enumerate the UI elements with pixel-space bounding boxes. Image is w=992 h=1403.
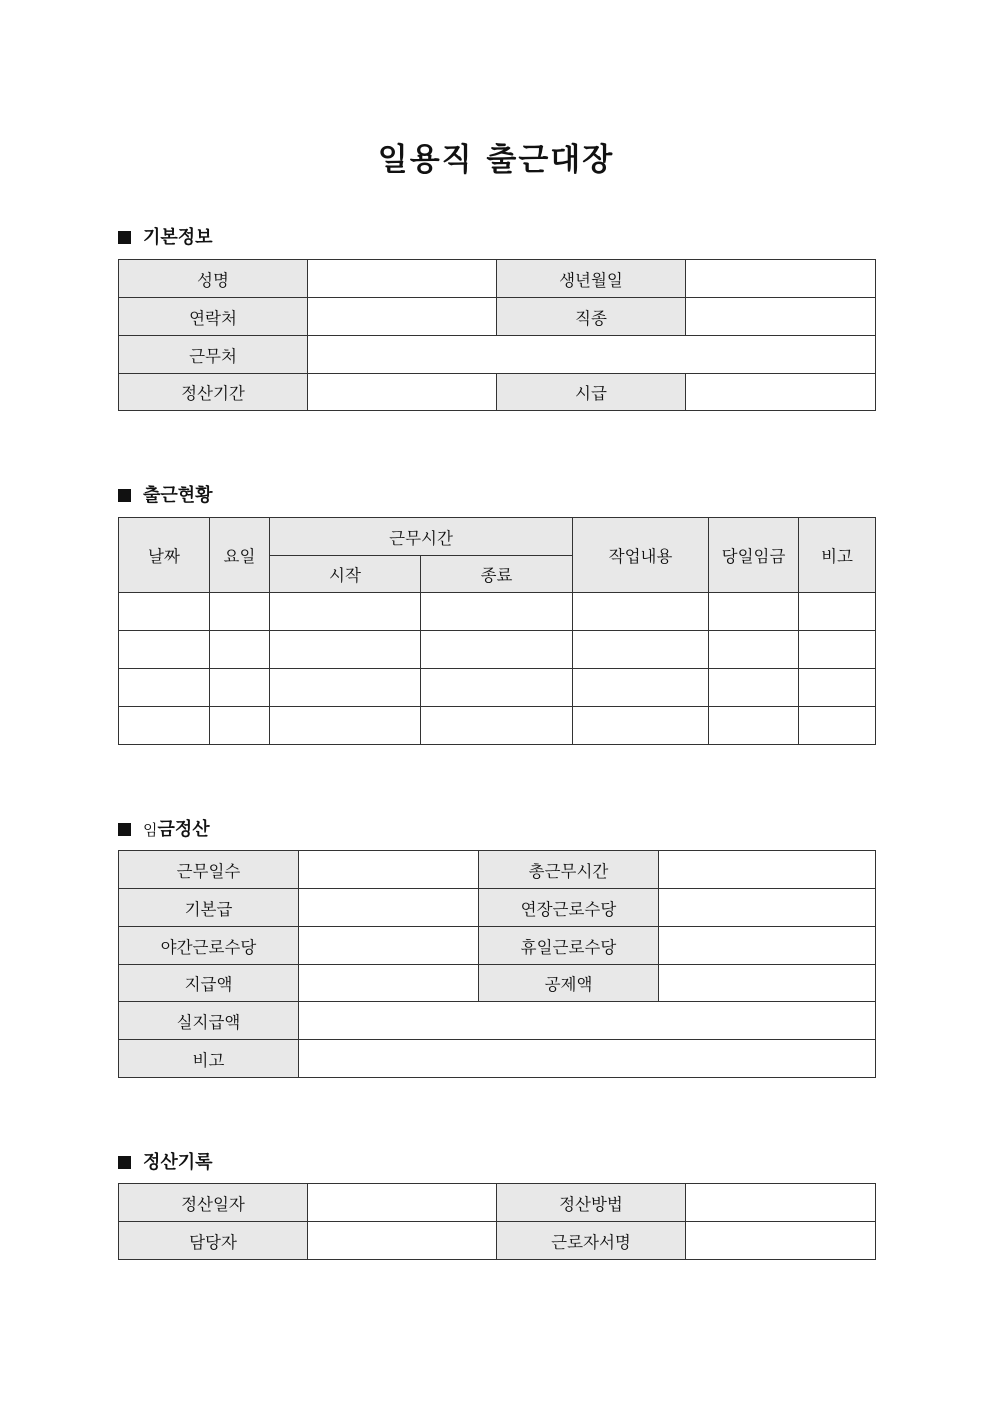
- square-bullet-icon: [118, 1156, 131, 1169]
- wage-label: 시급: [497, 374, 686, 411]
- col-header-day: 요일: [210, 518, 270, 593]
- workplace-label: 근무처: [119, 336, 308, 374]
- birth-field[interactable]: [686, 260, 876, 298]
- section-heading-attendance: [118, 481, 213, 507]
- note-field[interactable]: [299, 1040, 876, 1078]
- day-cell[interactable]: [210, 707, 270, 745]
- wage-field[interactable]: [686, 374, 876, 411]
- settlement-method-field[interactable]: [686, 1184, 876, 1222]
- note-label: 비고: [119, 1040, 299, 1078]
- page-title: 일용직 출근대장: [377, 142, 615, 178]
- start-cell[interactable]: [270, 631, 421, 669]
- task-cell[interactable]: [573, 631, 709, 669]
- settlement-date-label: 정산일자: [119, 1184, 308, 1222]
- name-label: 성명: [119, 260, 308, 298]
- end-cell[interactable]: [421, 707, 573, 745]
- section-title: 기본정보: [143, 227, 213, 248]
- basic-info-table: [118, 259, 876, 411]
- note-cell[interactable]: [799, 593, 876, 631]
- section-heading-basic-info: [118, 223, 213, 249]
- settlement-date-field[interactable]: [308, 1184, 497, 1222]
- section-heading-settlement: [118, 815, 210, 841]
- workdays-label: 근무일수: [119, 851, 299, 889]
- table-row: [119, 631, 876, 669]
- col-header-worktime: 근무시간: [270, 518, 573, 556]
- record-table: [118, 1183, 876, 1260]
- date-cell[interactable]: [119, 669, 210, 707]
- start-cell[interactable]: [270, 669, 421, 707]
- contact-field[interactable]: [308, 298, 497, 336]
- section-heading-record: [118, 1148, 213, 1174]
- section-title-prefix: 임: [143, 821, 158, 839]
- workdays-field[interactable]: [299, 851, 479, 889]
- section-title: 정산기록: [143, 1152, 213, 1173]
- daily-wage-cell[interactable]: [709, 593, 799, 631]
- date-cell[interactable]: [119, 707, 210, 745]
- settlement-table: [118, 850, 876, 1078]
- net-pay-label: 실지급액: [119, 1002, 299, 1040]
- col-header-daily-wage: 당일임금: [709, 518, 799, 593]
- table-row: [119, 593, 876, 631]
- manager-label: 담당자: [119, 1222, 308, 1260]
- period-field[interactable]: [308, 374, 497, 411]
- col-header-start: 시작: [270, 556, 421, 593]
- signature-field[interactable]: [686, 1222, 876, 1260]
- square-bullet-icon: [118, 489, 131, 502]
- end-cell[interactable]: [421, 669, 573, 707]
- base-pay-field[interactable]: [299, 889, 479, 927]
- daily-wage-cell[interactable]: [709, 669, 799, 707]
- note-cell[interactable]: [799, 631, 876, 669]
- workplace-field[interactable]: [308, 336, 876, 374]
- holiday-allowance-field[interactable]: [659, 927, 876, 965]
- table-row: [119, 669, 876, 707]
- daily-wage-cell[interactable]: [709, 707, 799, 745]
- night-allowance-label: 야간근로수당: [119, 927, 299, 965]
- contact-label: 연락처: [119, 298, 308, 336]
- total-hours-label: 총근무시간: [479, 851, 659, 889]
- start-cell[interactable]: [270, 593, 421, 631]
- end-cell[interactable]: [421, 593, 573, 631]
- deduction-field[interactable]: [659, 965, 876, 1002]
- day-cell[interactable]: [210, 593, 270, 631]
- task-cell[interactable]: [573, 669, 709, 707]
- col-header-end: 종료: [421, 556, 573, 593]
- net-pay-field[interactable]: [299, 1002, 876, 1040]
- job-field[interactable]: [686, 298, 876, 336]
- day-cell[interactable]: [210, 669, 270, 707]
- holiday-allowance-label: 휴일근로수당: [479, 927, 659, 965]
- start-cell[interactable]: [270, 707, 421, 745]
- square-bullet-icon: [118, 823, 131, 836]
- overtime-field[interactable]: [659, 889, 876, 927]
- col-header-note: 비고: [799, 518, 876, 593]
- night-allowance-field[interactable]: [299, 927, 479, 965]
- task-cell[interactable]: [573, 707, 709, 745]
- date-cell[interactable]: [119, 593, 210, 631]
- task-cell[interactable]: [573, 593, 709, 631]
- deduction-label: 공제액: [479, 965, 659, 1002]
- period-label: 정산기간: [119, 374, 308, 411]
- manager-field[interactable]: [308, 1222, 497, 1260]
- square-bullet-icon: [118, 231, 131, 244]
- birth-label: 생년월일: [497, 260, 686, 298]
- date-cell[interactable]: [119, 631, 210, 669]
- payment-label: 지급액: [119, 965, 299, 1002]
- total-hours-field[interactable]: [659, 851, 876, 889]
- col-header-task: 작업내용: [573, 518, 709, 593]
- base-pay-label: 기본급: [119, 889, 299, 927]
- section-title: 금정산: [157, 819, 210, 840]
- col-header-date: 날짜: [119, 518, 210, 593]
- signature-label: 근로자서명: [497, 1222, 686, 1260]
- section-title: 출근현황: [143, 485, 213, 506]
- end-cell[interactable]: [421, 631, 573, 669]
- table-row: [119, 707, 876, 745]
- note-cell[interactable]: [799, 669, 876, 707]
- attendance-table: [118, 517, 876, 745]
- payment-field[interactable]: [299, 965, 479, 1002]
- job-label: 직종: [497, 298, 686, 336]
- name-field[interactable]: [308, 260, 497, 298]
- settlement-method-label: 정산방법: [497, 1184, 686, 1222]
- note-cell[interactable]: [799, 707, 876, 745]
- day-cell[interactable]: [210, 631, 270, 669]
- overtime-label: 연장근로수당: [479, 889, 659, 927]
- daily-wage-cell[interactable]: [709, 631, 799, 669]
